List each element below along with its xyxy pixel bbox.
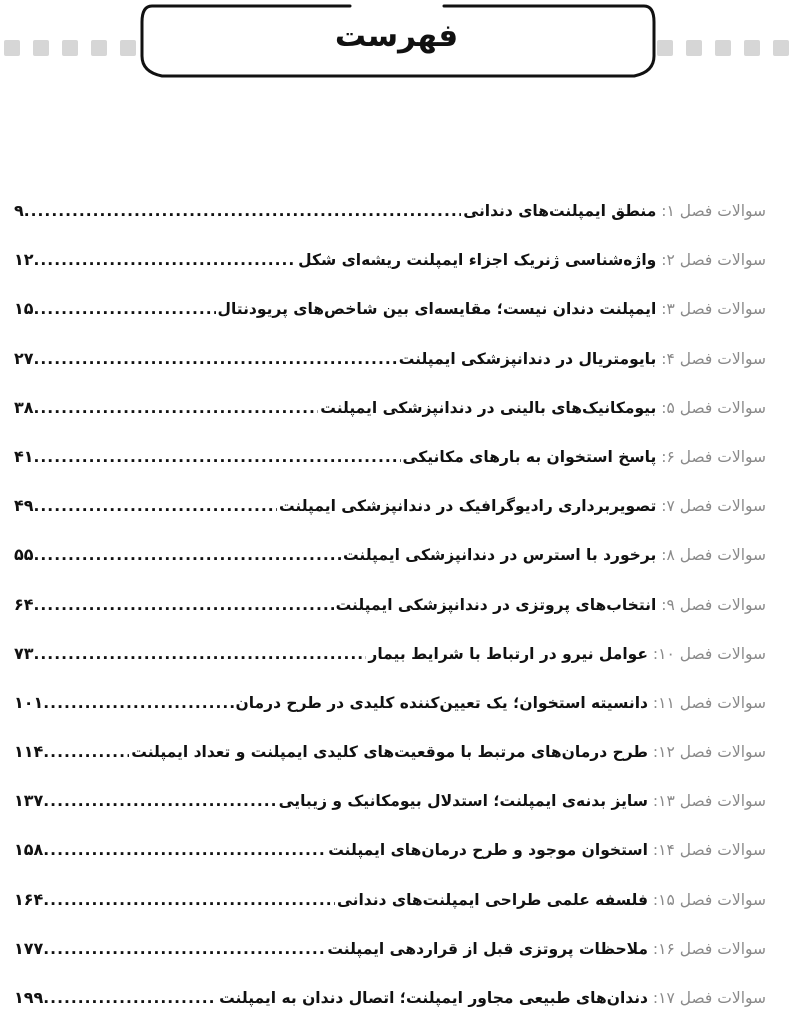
chapter-label: سوالات فصل ۲: [661,251,766,270]
chapter-title: ملاحظات پروتزی قبل از قراردهی ایمپلنت [327,939,648,958]
dot-leader [34,581,334,630]
toc-entry[interactable] [14,825,766,874]
dot-leader [34,433,401,482]
chapter-title: تصویربرداری رادیوگرافیک در دندانپزشکی ایمپلنت [278,497,657,516]
page-number: ۴۹ [14,496,34,516]
dot-leader [43,777,276,826]
dot-leader [43,826,326,875]
chapter-title: بایومتریال در دندانپزشکی ایمپلنت [398,349,657,368]
page-number: ۱۳۷ [14,791,44,811]
chapter-title: دندان‌های طبیعی مجاور ایمپلنت؛ اتصال دندان به ایمپلنت [219,989,648,1007]
dot-leader [43,876,335,925]
chapter-title: برخورد با استرس در دندانپزشکی ایمپلنت [342,546,657,565]
page-number: ۱۶۴ [14,889,44,909]
page-number: ۷۳ [14,643,34,663]
toc-entry[interactable] [14,875,766,924]
page-number: ۲۷ [14,348,34,368]
page-number: ۱۹۹ [14,988,44,1007]
dot-leader [34,630,367,679]
page-number: ۹ [14,201,24,220]
chapter-title: فلسفه علمی طراحی ایمپلنت‌های دندانی [336,890,648,909]
toc-entry[interactable] [14,973,766,1022]
chapter-label: سوالات فصل ۱۷: [652,989,766,1007]
chapter-label: سوالات فصل ۱۲: [652,743,766,762]
dot-leader [34,384,319,433]
toc-entry[interactable] [14,580,766,629]
chapter-title: پاسخ استخوان به بارهای مکانیکی [402,447,657,466]
chapter-title: عوامل نیرو در ارتباط با شرایط بیمار [368,644,648,663]
page-number: ۱۵۸ [14,840,44,860]
chapter-label: سوالات فصل ۶: [661,447,766,466]
toc-entry[interactable] [14,727,766,776]
toc-entry[interactable] [14,530,766,579]
page-number: ۱۲ [14,250,34,270]
toc-entry[interactable] [14,284,766,333]
dot-leader [34,482,277,531]
chapter-label: سوالات فصل ۸: [661,546,766,565]
page-number: ۱۷۷ [14,938,44,958]
chapter-label: سوالات فصل ۹: [661,595,766,614]
chapter-title: ایمپلنت دندان نیست؛ مقایسه‌ای بین شاخص‌های پریودنتال [217,300,657,319]
toc-entry[interactable] [14,629,766,678]
page-number: ۱۱۴ [14,742,44,762]
dot-leader [34,335,397,384]
dot-leader [43,728,129,777]
page-header [0,0,793,100]
chapter-title: استخوان موجود و طرح درمان‌های ایمپلنت [328,841,648,860]
dot-leader [34,285,216,334]
chapter-title: سایز بدنه‌ی ایمپلنت؛ استدلال بیومکانیک و زیبایی [278,792,648,811]
page-number: ۱۵ [14,299,34,319]
page-number: ۵۵ [14,545,34,565]
table-of-contents [14,186,766,1022]
page-number: ۳۸ [14,397,34,417]
chapter-title: منطق ایمپلنت‌های دندانی [463,202,657,220]
chapter-title: انتخاب‌های پروتزی در دندانپزشکی ایمپلنت [335,595,657,614]
toc-entry[interactable] [14,924,766,973]
dot-leader [43,925,325,974]
toc-entry[interactable] [14,235,766,284]
dot-leader [34,236,297,285]
toc-entry[interactable] [14,383,766,432]
chapter-label: سوالات فصل ۵: [661,398,766,417]
chapter-label: سوالات فصل ۱: [661,202,766,220]
chapter-title: طرح درمان‌های مرتبط با موقعیت‌های کلیدی ایمپلنت و تعداد ایمپلنت [131,743,648,762]
chapter-label: سوالات فصل ۴: [661,349,766,368]
toc-entry[interactable] [14,186,766,235]
toc-entry[interactable] [14,678,766,727]
dot-leader [43,974,217,1023]
page-title: فهرست [334,18,459,54]
toc-entry[interactable] [14,334,766,383]
chapter-label: سوالات فصل ۱۳: [652,792,766,811]
chapter-label: سوالات فصل ۱۴: [652,841,766,860]
chapter-label: سوالات فصل ۳: [661,300,766,319]
page-number: ۱۰۱ [14,692,44,712]
chapter-title: بیومکانیک‌های بالینی در دندانپزشکی ایمپلنت [320,398,657,417]
chapter-label: سوالات فصل ۱۱: [652,693,766,712]
chapter-label: سوالات فصل ۷: [661,497,766,516]
chapter-label: سوالات فصل ۱۰: [652,644,766,663]
dot-leader [24,187,462,236]
chapter-title: دانسیته استخوان؛ یک تعیین‌کننده کلیدی در طرح درمان [235,693,648,712]
toc-entry[interactable] [14,776,766,825]
page-number: ۶۴ [14,594,34,614]
toc-entry[interactable] [14,432,766,481]
chapter-label: سوالات فصل ۱۶: [652,939,766,958]
chapter-title: واژه‌شناسی ژنریک اجزاء ایمپلنت ریشه‌ای شکل [298,251,657,270]
page-number: ۴۱ [14,446,34,466]
chapter-label: سوالات فصل ۱۵: [652,890,766,909]
toc-entry[interactable] [14,481,766,530]
dot-leader [34,531,341,580]
dot-leader [43,679,233,728]
